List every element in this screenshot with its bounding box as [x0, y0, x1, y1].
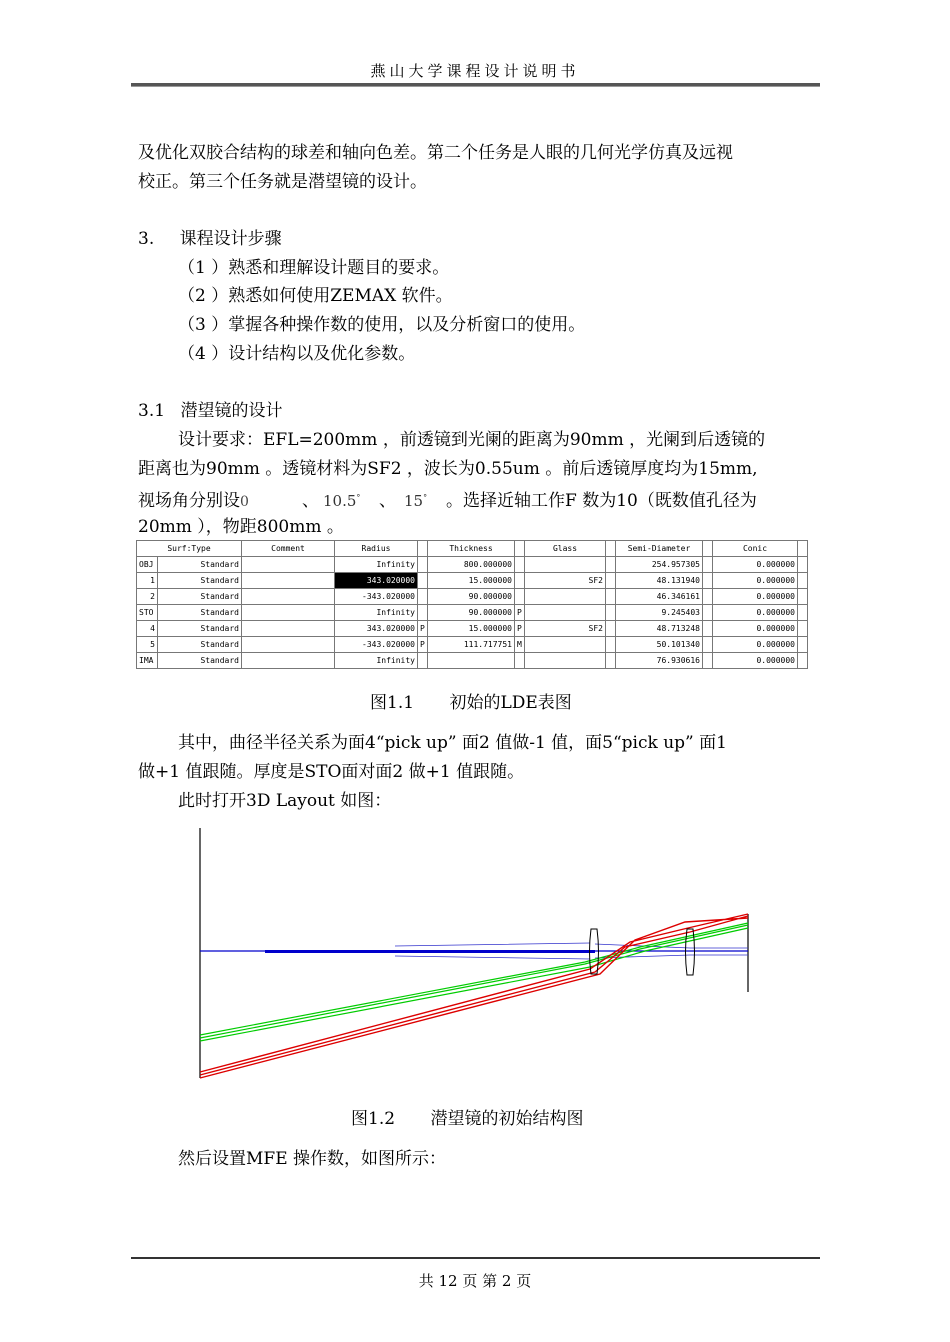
intro-line-2: 校正。第三个任务就是潜望镜的设计。 — [138, 172, 427, 192]
surface-type[interactable]: Standard — [158, 637, 242, 653]
conic-cell[interactable]: 0.000000 — [713, 621, 798, 637]
radius-cell-selected[interactable]: 343.020000 — [335, 573, 418, 589]
thickness-cell[interactable]: 15.000000 — [428, 621, 515, 637]
figure-1-1-caption — [370, 688, 572, 713]
surface-id: OBJ — [137, 557, 158, 573]
radius-cell[interactable]: Infinity — [335, 653, 418, 669]
conic-cell[interactable]: 0.000000 — [713, 605, 798, 621]
glass-cell[interactable] — [525, 557, 606, 573]
surface-type[interactable]: Standard — [158, 605, 242, 621]
conic-cell[interactable]: 0.000000 — [713, 557, 798, 573]
surface-type[interactable]: Standard — [158, 621, 242, 637]
section-31-title: 潜望镜的设计 — [180, 401, 283, 421]
requirement-line-1: 设计要求：EFL=200mm ，前透镜到光阑的距离为90mm ，光阑到后透镜的 — [178, 430, 766, 450]
col-radius: Radius — [335, 541, 418, 557]
field-angle-2: 15 — [404, 492, 424, 510]
col-glass: Glass — [525, 541, 606, 557]
glass-cell[interactable] — [525, 637, 606, 653]
comment-cell[interactable] — [242, 557, 335, 573]
section-31-heading — [138, 400, 282, 422]
semi-diameter-cell[interactable]: 46.346161 — [616, 589, 703, 605]
surface-id: 5 — [137, 637, 158, 653]
field-ray-bundle-red — [200, 914, 748, 1078]
thickness-cell[interactable]: 90.000000 — [428, 605, 515, 621]
axial-ray-bundle-front — [265, 950, 595, 953]
thickness-cell[interactable]: 800.000000 — [428, 557, 515, 573]
separator-1: 、 — [302, 491, 319, 511]
col-surf-type: Surf:Type — [137, 541, 242, 557]
page-header: 燕山大学课程设计说明书 — [370, 62, 580, 80]
requirement-line-4: 20mm ），物距800mm 。 — [138, 517, 344, 537]
surface-type[interactable]: Standard — [158, 557, 242, 573]
table-row[interactable] — [137, 621, 808, 637]
semi-diameter-cell[interactable]: 9.245403 — [616, 605, 703, 621]
step-item-2: （2 ）熟悉如何使用ZEMAX 软件。 — [178, 286, 453, 306]
mfe-line: 然后设置MFE 操作数，如图所示： — [178, 1149, 447, 1169]
figure-1-2-title: 潜望镜的初始结构图 — [430, 1109, 584, 1129]
intro-line-1: 及优化双胶合结构的球差和轴向色差。第二个任务是人眼的几何光学仿真及远视 — [138, 143, 733, 163]
thickness-cell[interactable]: 15.000000 — [428, 573, 515, 589]
conic-cell[interactable]: 0.000000 — [713, 637, 798, 653]
radius-solve-flag[interactable] — [418, 589, 428, 605]
thickness-solve-flag[interactable] — [515, 653, 525, 669]
requirement-line-2: 距离也为90mm 。透镜材料为SF2 ，波长为0.55um 。前后透镜厚度均为15mm, — [138, 459, 758, 479]
table-row[interactable] — [137, 605, 808, 621]
radius-cell[interactable]: Infinity — [335, 557, 418, 573]
glass-cell[interactable] — [525, 653, 606, 669]
glass-cell[interactable]: SF2 — [525, 573, 606, 589]
radius-cell[interactable]: 343.020000 — [335, 621, 418, 637]
radius-solve-flag[interactable]: P — [418, 637, 428, 653]
thickness-solve-flag[interactable] — [515, 573, 525, 589]
radius-cell[interactable]: -343.020000 — [335, 637, 418, 653]
table-row[interactable] — [137, 637, 808, 653]
requirement-line-3-end: 。选择近轴工作F 数为10（既数值孔径为 — [446, 491, 757, 511]
figure-1-1-number: 图1.1 — [370, 693, 415, 713]
semi-diameter-cell[interactable]: 254.957305 — [616, 557, 703, 573]
col-thickness: Thickness — [428, 541, 515, 557]
semi-diameter-cell[interactable]: 50.101340 — [616, 637, 703, 653]
surface-id: 1 — [137, 573, 158, 589]
glass-cell[interactable]: SF2 — [525, 621, 606, 637]
thickness-solve-flag[interactable]: M — [515, 637, 525, 653]
glass-cell[interactable] — [525, 589, 606, 605]
requirement-line-3-start: 视场角分别设 — [138, 491, 240, 511]
step-item-3: （3 ）掌握各种操作数的使用，以及分析窗口的使用。 — [178, 315, 586, 335]
semi-diameter-cell[interactable]: 76.930616 — [616, 653, 703, 669]
surface-type[interactable]: Standard — [158, 589, 242, 605]
table-row[interactable] — [137, 557, 808, 573]
semi-diameter-cell[interactable]: 48.131940 — [616, 573, 703, 589]
footer-rule — [131, 1257, 820, 1259]
thickness-solve-flag[interactable] — [515, 557, 525, 573]
step-item-1: （1 ）熟悉和理解设计题目的要求。 — [178, 258, 450, 278]
table-row[interactable] — [137, 653, 808, 669]
surface-id: 4 — [137, 621, 158, 637]
comment-cell[interactable] — [242, 621, 335, 637]
field-ray-bundle-green — [200, 923, 748, 1041]
col-comment: Comment — [242, 541, 335, 557]
separator-2: 、 — [379, 491, 396, 511]
lens-data-editor-table — [136, 540, 808, 669]
radius-solve-flag[interactable] — [418, 653, 428, 669]
surface-id: 2 — [137, 589, 158, 605]
thickness-solve-flag[interactable]: P — [515, 621, 525, 637]
section-3-heading — [138, 228, 282, 250]
radius-solve-flag[interactable] — [418, 557, 428, 573]
pickup-line-2: 做+1 值跟随。厚度是STO面对面2 做+1 值跟随。 — [138, 762, 525, 782]
figure-1-2-caption — [351, 1104, 583, 1129]
surface-id: IMA — [137, 653, 158, 669]
comment-cell[interactable] — [242, 637, 335, 653]
field-angle-0: 0 — [240, 494, 249, 510]
requirement-line-3: 视场角分别设0 、 10.5° 、 15° 。选择近轴工作F 数为10（既数值孔径为 — [138, 491, 757, 511]
radius-solve-flag[interactable]: P — [418, 621, 428, 637]
figure-1-2-number: 图1.2 — [351, 1109, 396, 1129]
pickup-line-3: 此时打开3D Layout 如图： — [178, 791, 392, 811]
section-31-number: 3.1 — [138, 401, 166, 421]
comment-cell[interactable] — [242, 605, 335, 621]
step-item-4: （4 ）设计结构以及优化参数。 — [178, 344, 416, 364]
col-conic: Conic — [713, 541, 798, 557]
glass-cell[interactable] — [525, 605, 606, 621]
comment-cell[interactable] — [242, 573, 335, 589]
conic-cell[interactable]: 0.000000 — [713, 653, 798, 669]
radius-solve-flag[interactable] — [418, 573, 428, 589]
thickness-cell[interactable] — [428, 653, 515, 669]
section-3-title: 课程设计步骤 — [179, 229, 282, 249]
field-angle-1: 10.5 — [323, 492, 357, 510]
table-row[interactable] — [137, 589, 808, 605]
thickness-solve-flag[interactable] — [515, 589, 525, 605]
semi-diameter-cell[interactable]: 48.713248 — [616, 621, 703, 637]
page-footer: 共 12 页 第 2 页 — [418, 1272, 532, 1290]
header-rule — [131, 83, 820, 87]
thickness-cell[interactable]: 111.717751 — [428, 637, 515, 653]
table-row[interactable] — [137, 573, 808, 589]
surface-type[interactable]: Standard — [158, 573, 242, 589]
figure-1-1-title: 初始的LDE表图 — [449, 693, 572, 713]
periscope-3d-layout — [190, 822, 760, 1084]
surface-id: STO — [137, 605, 158, 621]
section-3-number: 3. — [138, 229, 155, 249]
radius-cell[interactable]: Infinity — [335, 605, 418, 621]
thickness-solve-flag[interactable]: P — [515, 605, 525, 621]
comment-cell[interactable] — [242, 653, 335, 669]
pickup-line-1: 其中，曲径半径关系为面4“pick up” 面2 值做-1 值，面5“pick up” 面1 — [178, 733, 727, 753]
radius-cell[interactable]: -343.020000 — [335, 589, 418, 605]
conic-cell[interactable]: 0.000000 — [713, 589, 798, 605]
lde-header-row — [137, 541, 808, 557]
radius-solve-flag[interactable] — [418, 605, 428, 621]
thickness-cell[interactable]: 90.000000 — [428, 589, 515, 605]
conic-cell[interactable]: 0.000000 — [713, 573, 798, 589]
col-semi-diameter: Semi-Diameter — [616, 541, 703, 557]
surface-type[interactable]: Standard — [158, 653, 242, 669]
comment-cell[interactable] — [242, 589, 335, 605]
